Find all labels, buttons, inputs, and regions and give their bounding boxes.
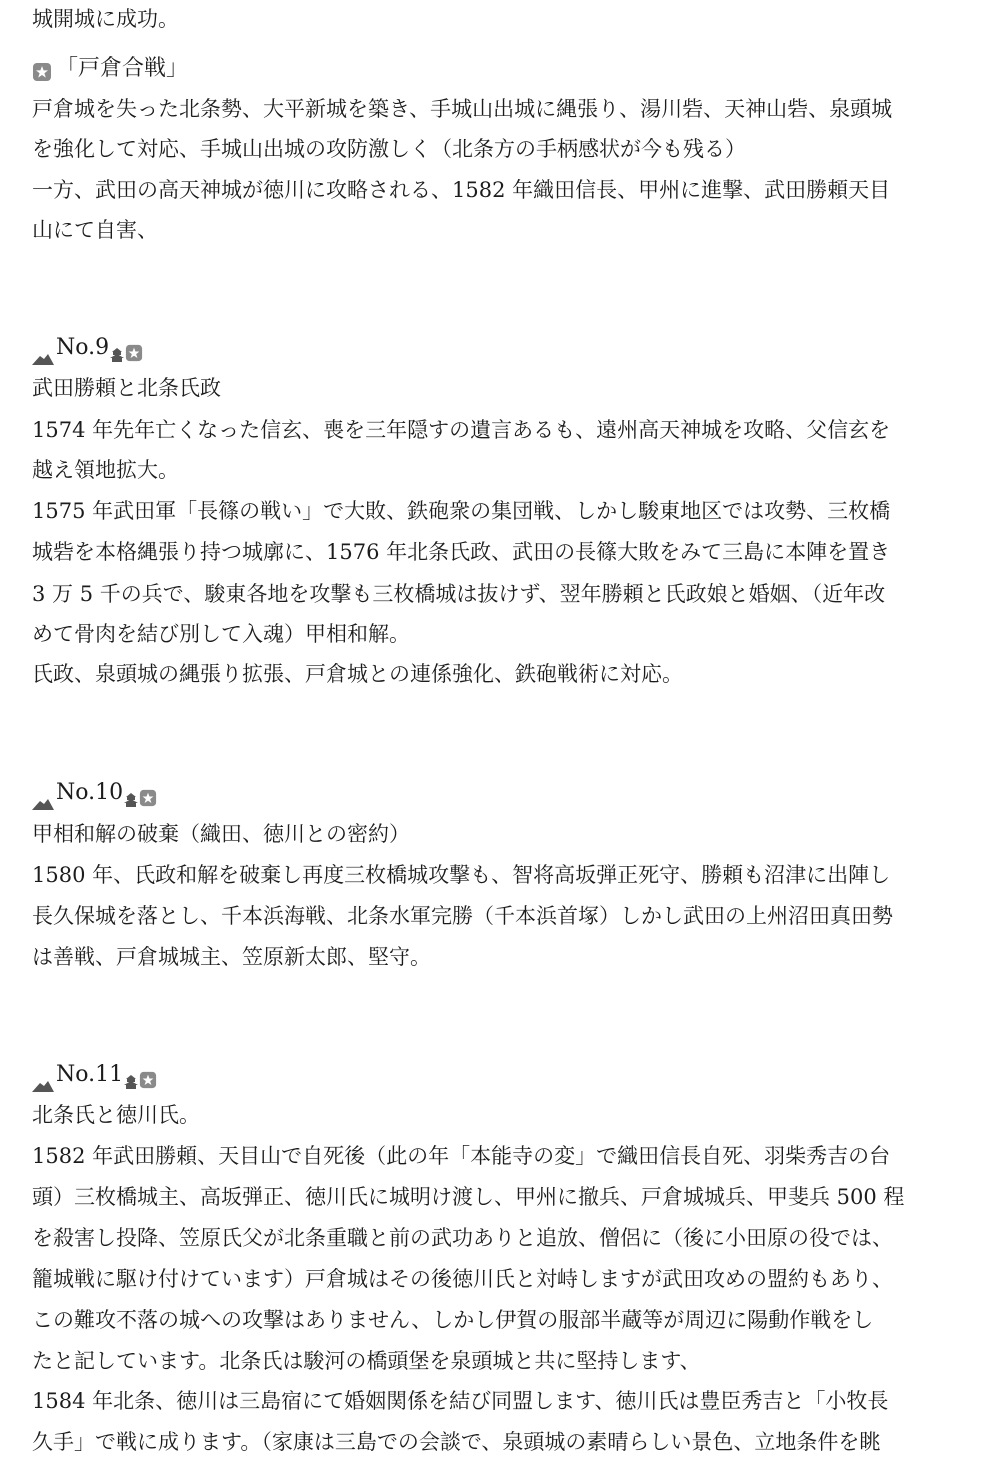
star-badge-icon (125, 339, 143, 357)
document-page (32, 0, 990, 1469)
intro-body-line-2: を強化して対応、手城山出城の攻防激しく（北条方の手柄感状が今も残る） (32, 137, 746, 161)
section-no9-line-3: 1575 年武田軍「長篠の戦い」で大敗、鉄砲衆の集団戦、しかし駿東地区では攻勢、三枚橋 (32, 499, 891, 523)
intro-body-line-3: 一方、武田の高天神城が徳川に攻略される、1582 年織田信長、甲州に進撃、武田勝頼天目 (32, 178, 891, 202)
section-no9-line-2: 越え領地拡大。 (32, 458, 179, 482)
mountain-icon (32, 787, 54, 799)
section-no10-line-3: は善戦、戸倉城城主、笠原新太郎、堅守。 (32, 945, 431, 969)
section-no9-line-6: めて骨肉を結び別して入魂）甲相和解。 (32, 622, 410, 646)
section-no11-line-8: 久手」で戦に成ります。（家康は三島での会談で、泉頭城の素晴らしい景色、立地条件を眺 (32, 1430, 881, 1454)
castle-icon (109, 340, 125, 356)
section-title-no10: 甲相和解の破棄（織田、徳川との密約） (32, 822, 410, 846)
section-no11-line-3: を殺害し投降、笠原氏父が北条重職と前の武功ありと追放、僧侶に（後に小田原の役では、 (32, 1226, 893, 1250)
intro-body-line-1: 戸倉城を失った北条勢、大平新城を築き、手城山出城に縄張り、湯川砦、天神山砦、泉頭城 (32, 97, 893, 121)
section-no11-line-1: 1582 年武田勝頼、天目山で自死後（此の年「本能寺の変」で織田信長自死、羽柴秀吉の台 (32, 1144, 891, 1168)
section-no11-line-5: この難攻不落の城への攻撃はありません、しかし伊賀の服部半蔵等が周辺に陽動作戦をし (32, 1308, 874, 1332)
section-header-no9: No.9 (32, 331, 143, 365)
section-no11-line-2: 頭）三枚橋城主、高坂弾正、徳川氏に城明け渡し、甲州に撤兵、戸倉城城兵、甲斐兵 500 程 (32, 1185, 905, 1209)
section-no9-line-7: 氏政、泉頭城の縄張り拡張、戸倉城との連係強化、鉄砲戦術に対応。 (32, 662, 683, 686)
section-header-no11: No.11 (32, 1058, 157, 1092)
castle-icon (123, 1067, 139, 1083)
section-no11-line-4: 籠城戦に駆け付けています）戸倉城はその後徳川氏と対峙しますが武田攻めの盟約もあり、 (32, 1267, 893, 1291)
section-no9-line-5: 3 万 5 千の兵で、駿東各地を攻撃も三枚橋城は抜けず、翌年勝頼と氏政娘と婚姻、（近年改 (32, 582, 886, 606)
star-badge-icon (139, 784, 157, 802)
section-no10-line-1: 1580 年、氏政和解を破棄し再度三枚橋城攻撃も、智将高坂弾正死守、勝頼も沼津に出陣し (32, 863, 891, 887)
star-badge-icon (139, 1066, 157, 1084)
castle-icon (123, 785, 139, 801)
section-no9-line-1: 1574 年先年亡くなった信玄、喪を三年隠すの遺言あるも、遠州高天神城を攻略、父信玄を (32, 418, 891, 442)
mountain-icon (32, 1069, 54, 1081)
intro-body-line-4: 山にて自害、 (32, 218, 158, 242)
section-no11-line-7: 1584 年北条、徳川は三島宿にて婚姻関係を結び同盟します、徳川氏は豊臣秀吉と「小牧長 (32, 1389, 889, 1413)
section-no10-line-2: 長久保城を落とし、千本浜海戦、北条水軍完勝（千本浜首塚）しかし武田の上州沼田真田勢 (32, 904, 893, 928)
section-header-no10: No.10 (32, 776, 157, 810)
mountain-icon (32, 342, 54, 354)
section-no9-line-4: 城砦を本格縄張り持つ城廓に、1576 年北条氏政、武田の長篠大敗をみて三島に本陣を置き (32, 540, 891, 564)
section-title-no9: 武田勝頼と北条氏政 (32, 376, 221, 400)
intro-line-1: 城開城に成功。 (32, 7, 179, 31)
intro-heading: 「戸倉合戦」 (32, 52, 188, 86)
section-no11-line-6: たと記しています。北条氏は駿河の橋頭堡を泉頭城と共に堅持します、 (32, 1349, 701, 1373)
star-badge-icon (32, 59, 52, 79)
section-title-no11: 北条氏と徳川氏。 (32, 1103, 200, 1127)
